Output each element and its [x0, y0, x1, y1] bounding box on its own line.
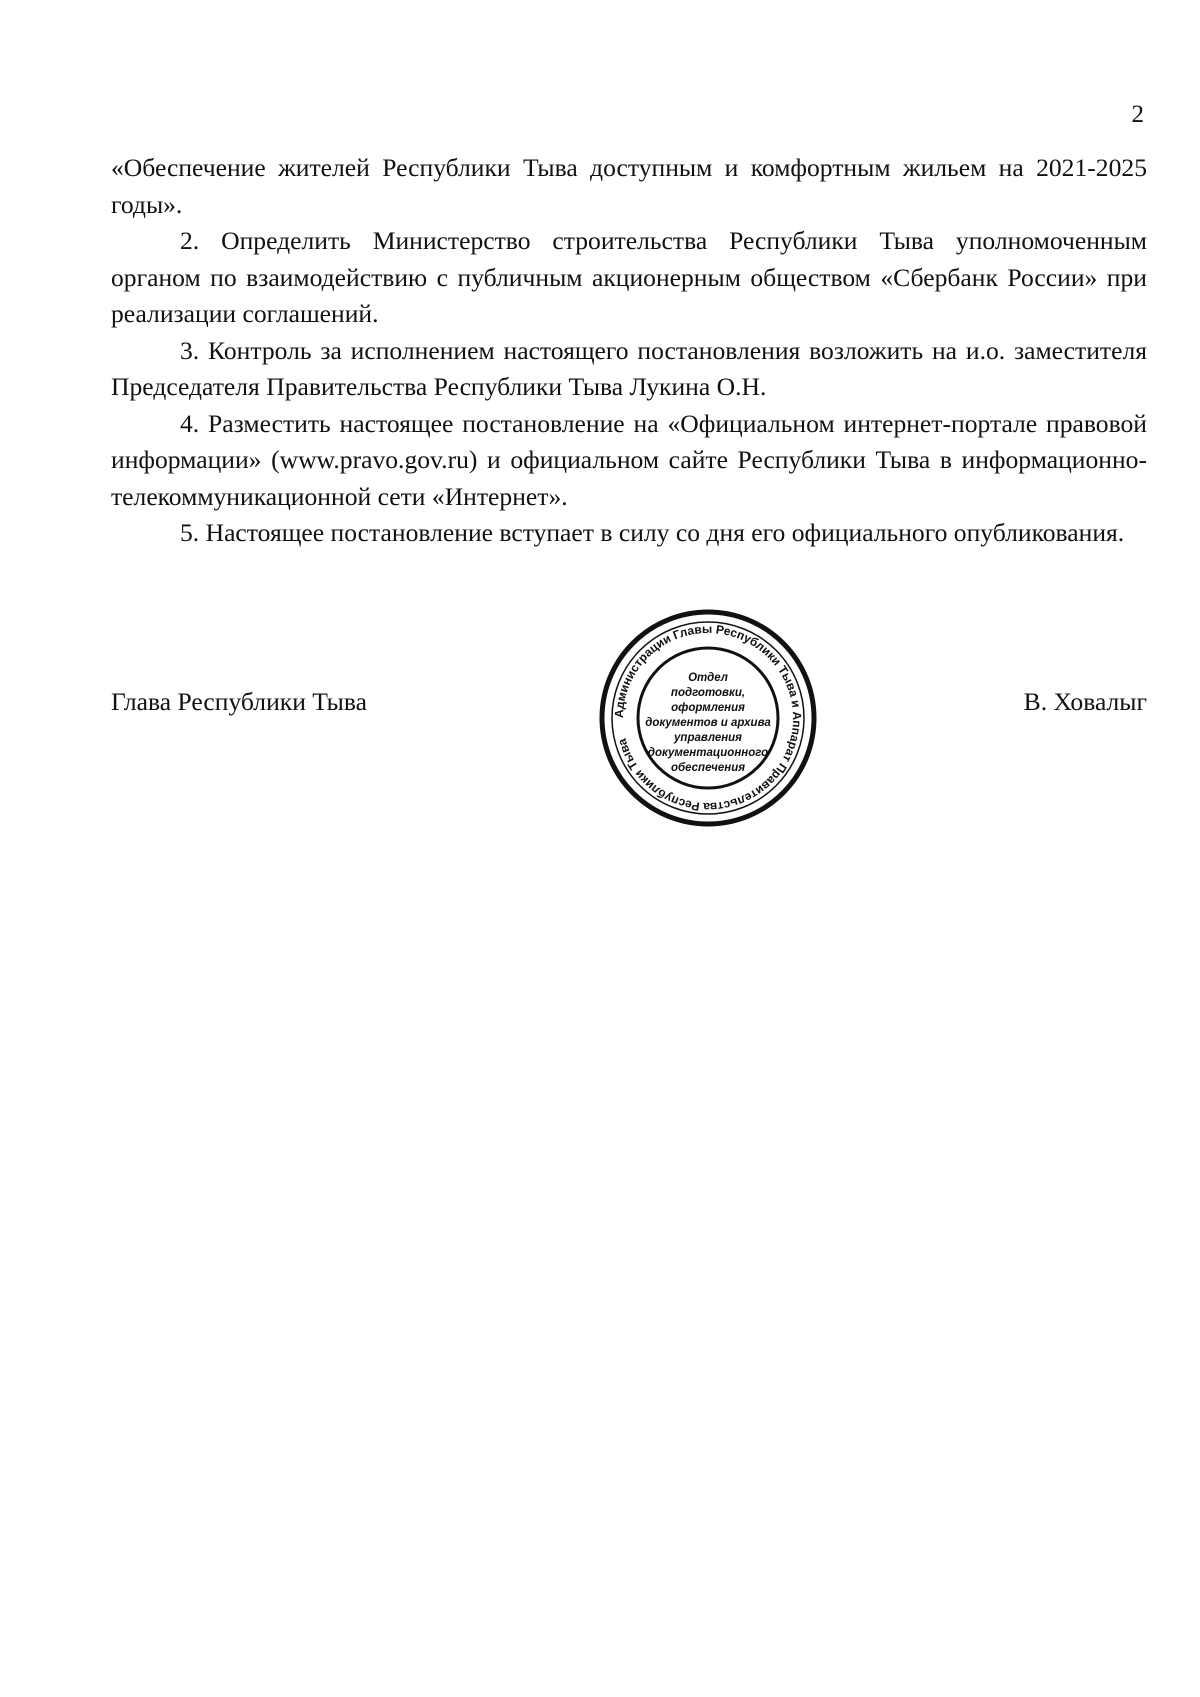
paragraph-item-5: 5. Настоящее постановление вступает в силу со дня его официального опубликования. [180, 518, 1125, 547]
paragraph-item-4: 4. Разместить настоящее постановление на «Официальном интернет-портале правовой информации» (www.pravo.gov.ru) и официальном сайте Республики Тыва в информационно-телекоммуникационной сети «Интернет». [111, 408, 1147, 511]
seal-ring-textpath: Администрации Главы Республики Тыва и Аппарат Правительства Республики Тыва [611, 621, 805, 815]
paragraph-item-2: 2. Определить Министерство строительства Республики Тыва уполномоченным органом по взаимодействию с публичным акционерным обществом «Сбербанк России» при реализации соглашений. [111, 226, 1147, 328]
seal-line: управления [674, 732, 742, 744]
page-number: 2 [1131, 101, 1144, 128]
paragraph-continuation: «Обеспечение жителей Республики Тыва доступным и комфортным жильем на 2021-2025 годы». [111, 153, 1147, 219]
seal-line: оформления [671, 702, 745, 714]
official-seal [597, 607, 819, 829]
signatory-name: В. Ховалыг [1023, 687, 1147, 716]
seal-line: документов и архива [645, 717, 771, 729]
seal-line: Отдел [688, 672, 728, 684]
seal-line: подготовки, [670, 687, 746, 699]
signatory-position: Глава Республики Тыва [111, 687, 367, 716]
paragraph-item-3: 3. Контроль за исполнением настоящего постановления возложить на и.о. заместителя Председателя Правительства Республики Тыва Лукина О.Н. [111, 335, 1147, 401]
seal-line: обеспечения [670, 762, 746, 774]
seal-line: документационного [647, 747, 769, 759]
seal-center-text [645, 672, 771, 774]
document-body [111, 150, 1147, 552]
